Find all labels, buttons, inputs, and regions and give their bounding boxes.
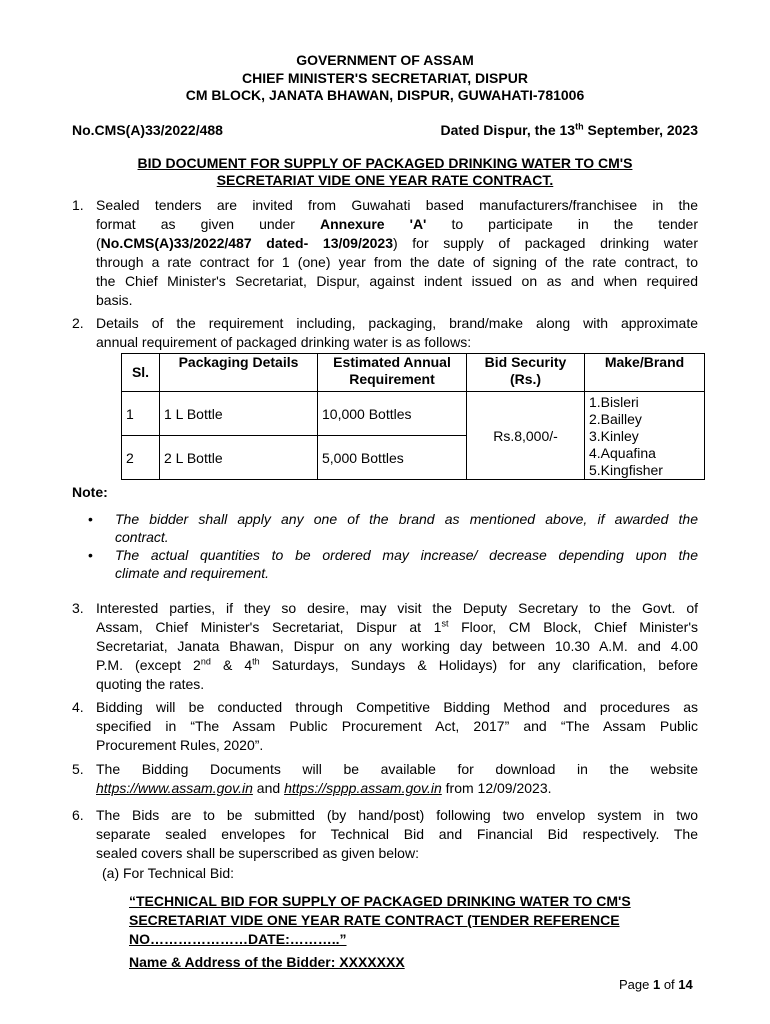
technical-bid-label: (a) For Technical Bid: xyxy=(102,865,235,881)
bullet-icon: • xyxy=(88,511,93,527)
note-heading: Note: xyxy=(72,484,108,500)
paragraph-4: 4. Bidding will be conducted through Competitive Bidding Method and procedures as specified in “The Assam Public Procurement Act, 2017” and “The Assam Public Procurement Rules, 2020”. xyxy=(72,699,698,753)
technical-bid-superscription: “TECHNICAL BID FOR SUPPLY OF PACKAGED DRINKING WATER TO CM'S SECRETARIAT VIDE ONE YEAR RATE CONTRACT (TENDER REFERENCE NO…………………DATE:………..” xyxy=(129,893,631,947)
table-row: 1 1 L Bottle 10,000 Bottles Rs.8,000/- 1.Bisleri 2.Bailley 3.Kinley 4.Aquafina 5.Kingfisher xyxy=(122,392,705,436)
sppp-assam-link[interactable]: https://sppp.assam.gov.in xyxy=(284,780,442,796)
note-bullet-1: • The bidder shall apply any one of the brand as mentioned above, if awarded the contract. xyxy=(88,511,698,545)
requirement-table xyxy=(121,353,705,480)
reference-line xyxy=(72,122,698,138)
table-header-row xyxy=(122,354,705,392)
bid-security-value: Rs.8,000/- xyxy=(467,392,585,480)
reference-date: Dated Dispur, the 13th September, 2023 xyxy=(440,121,698,138)
assam-gov-link[interactable]: https://www.assam.gov.in xyxy=(96,780,253,796)
document-title: BID DOCUMENT FOR SUPPLY OF PACKAGED DRINKING WATER TO CM'S SECRETARIAT VIDE ONE YEAR RATE CONTRACT. xyxy=(137,155,633,188)
reference-number: No.CMS(A)33/2022/488 xyxy=(72,122,223,138)
bullet-icon: • xyxy=(88,547,93,563)
page-number: Page 1 of 14 xyxy=(619,977,693,992)
header-government: GOVERNMENT OF ASSAM xyxy=(296,52,474,68)
paragraph-1: 1. Sealed tenders are invited from Guwahati based manufacturers/franchisee in the format as given under Annexure 'A' to participate in the tender (No.CMS(A)33/2022/487 dated- 13/09/2023) for supply of packaged drinking water through a rate contract for 1 (one) year from the date of signing of the rate contract, to the Chief Minister's Secretariat, Dispur, against indent issued on as and when required basis. xyxy=(72,197,699,308)
brand-list: 1.Bisleri 2.Bailley 3.Kinley 4.Aquafina 5.Kingfisher xyxy=(585,392,705,480)
paragraph-5: 5. The Bidding Documents will be available for download in the website https://www.assam.gov.in and https://sppp.assam.gov.in from 12/09/2023. xyxy=(72,761,698,796)
bidder-name-address: Name & Address of the Bidder: XXXXXXX xyxy=(129,954,405,970)
paragraph-3: 3. Interested parties, if they so desire, may visit the Deputy Secretary to the Govt. of Assam, Chief Minister's Secretariat, Dispur at 1st Floor, CM Block, Chief Minister's Secretariat, Janata Bhawan, Dispur on any working day between 10.30 A.M. and 4.00 P.M. (except 2nd & 4th Saturdays, Sundays & Holidays) for any clarification, before quoting the rates. xyxy=(72,600,698,692)
table-row: 2 2 L Bottle 5,000 Bottles xyxy=(122,436,705,480)
header-make-brand: Make/Brand xyxy=(585,354,705,392)
paragraph-6: 6. The Bids are to be submitted (by hand/post) following two envelop system in two separate sealed envelopes for Technical Bid and Financial Bid respectively. The sealed covers shall be superscribed as given below: xyxy=(72,807,698,861)
paragraph-2: 2. Details of the requirement including, packaging, brand/make along with approximate annual requirement of packaged drinking water is as follows: xyxy=(72,315,698,350)
note-bullet-2: • The actual quantities to be ordered may increase/ decrease depending upon the climate and requirement. xyxy=(88,547,698,581)
header-requirement: Estimated Annual Requirement xyxy=(318,354,467,392)
header-packaging: Packaging Details xyxy=(160,354,318,392)
header-sl: Sl. xyxy=(122,354,160,392)
header-address: CM BLOCK, JANATA BHAWAN, DISPUR, GUWAHATI-781006 xyxy=(185,87,585,103)
header-secretariat: CHIEF MINISTER'S SECRETARIAT, DISPUR xyxy=(242,70,528,86)
header-bid-security: Bid Security (Rs.) xyxy=(467,354,585,392)
